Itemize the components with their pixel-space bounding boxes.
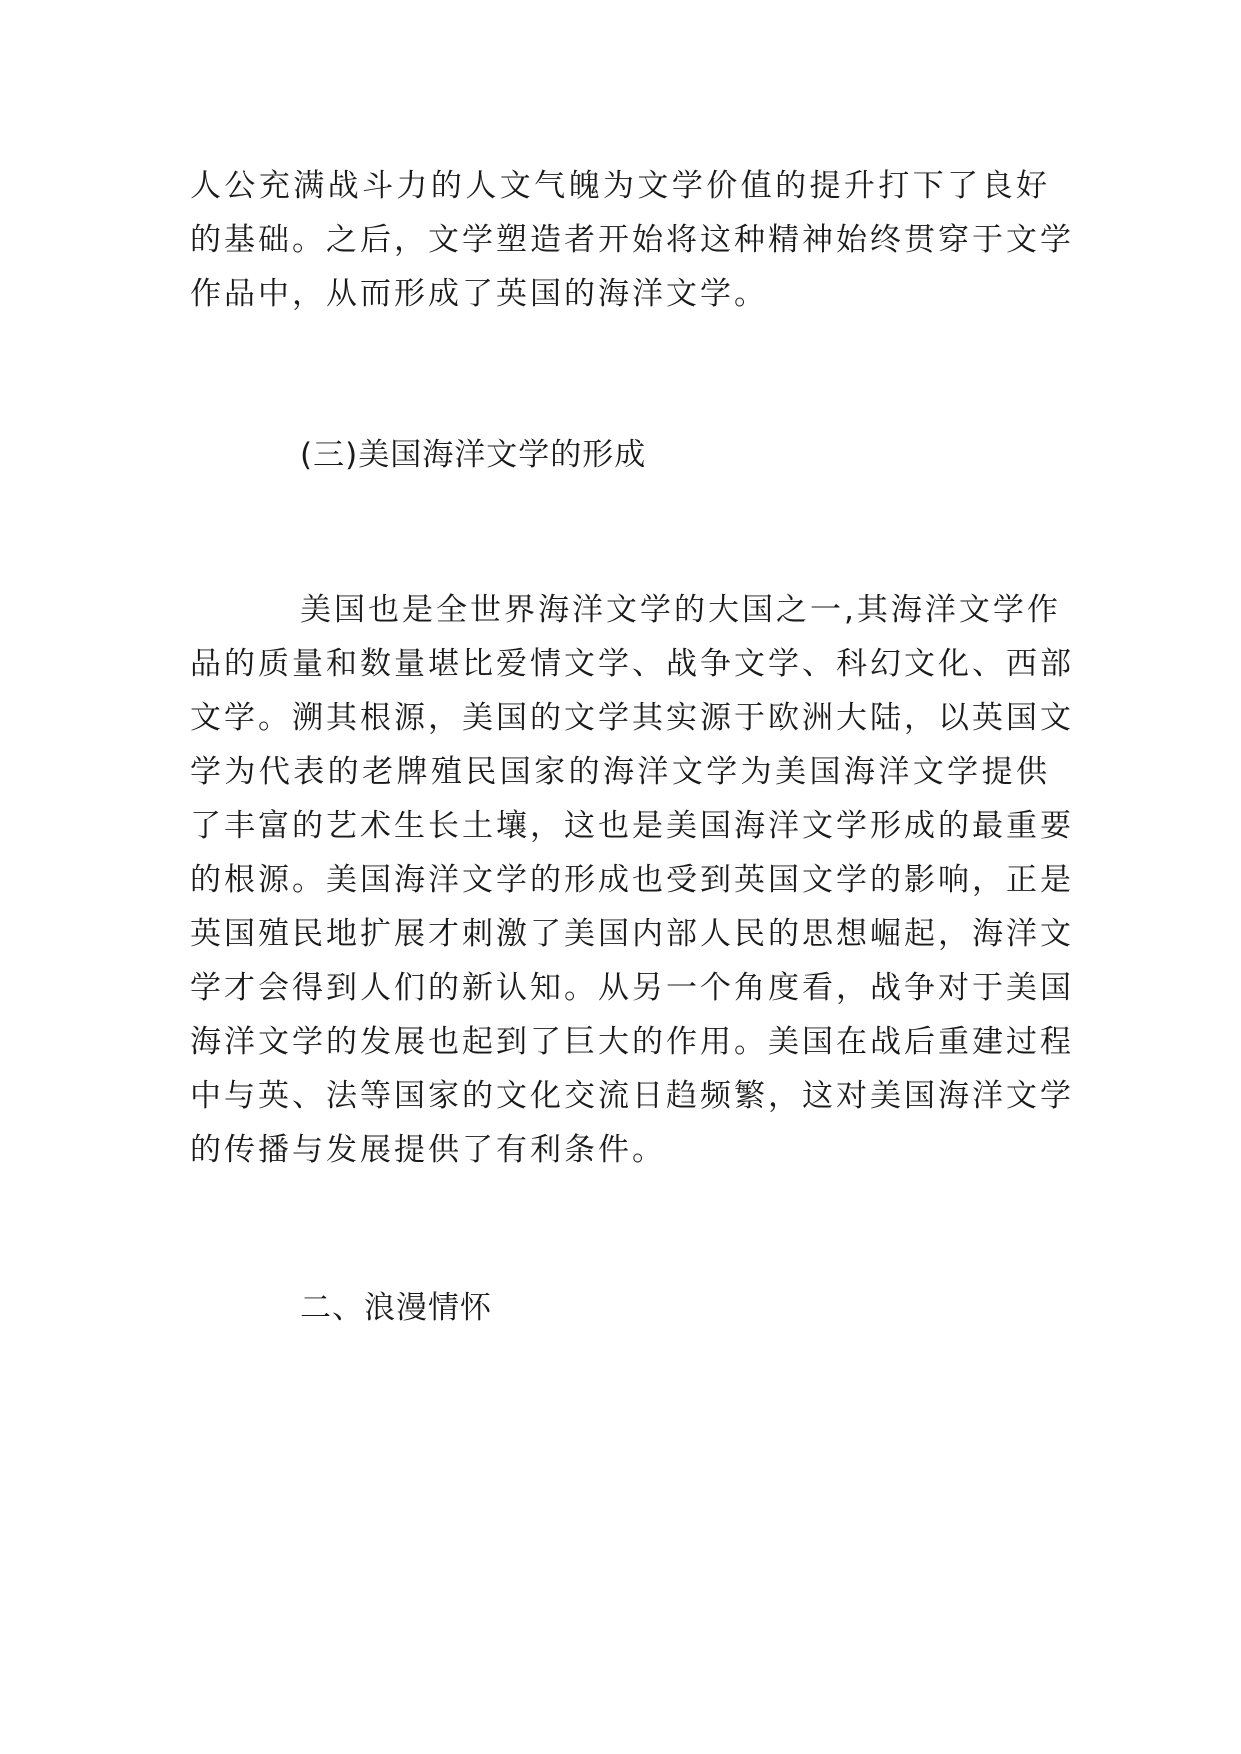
paragraph-line: 的根源。美国海洋文学的形成也受到英国文学的影响，正是	[190, 862, 1074, 898]
section-heading-3: (三)美国海洋文学的形成	[300, 437, 647, 473]
paragraph-line: 美国也是全世界海洋文学的大国之一,其海洋文学作	[300, 592, 1061, 628]
paragraph-line: 人公充满战斗力的人文气魄为文学价值的提升打下了良好	[190, 168, 1050, 204]
paragraph-line: 中与英、法等国家的文化交流日趋频繁，这对美国海洋文学	[190, 1078, 1074, 1114]
paragraph-line: 英国殖民地扩展才刺激了美国内部人民的思想崛起，海洋文	[190, 916, 1074, 952]
paragraph-line: 海洋文学的发展也起到了巨大的作用。美国在战后重建过程	[190, 1024, 1074, 1060]
section-heading-2: 二、浪漫情怀	[300, 1290, 492, 1326]
paragraph-line: 文学。溯其根源，美国的文学其实源于欧洲大陆，以英国文	[190, 700, 1074, 736]
paragraph-line: 的传播与发展提供了有利条件。	[190, 1132, 666, 1168]
paragraph-line: 学为代表的老牌殖民国家的海洋文学为美国海洋文学提供	[190, 754, 1050, 790]
paragraph-line: 学才会得到人们的新认知。从另一个角度看，战争对于美国	[190, 970, 1074, 1006]
paragraph-line: 作品中，从而形成了英国的海洋文学。	[190, 276, 768, 312]
paragraph-line: 的基础。之后，文学塑造者开始将这种精神始终贯穿于文学	[190, 222, 1074, 258]
paragraph-line: 品的质量和数量堪比爱情文学、战争文学、科幻文化、西部	[190, 646, 1074, 682]
paragraph-line: 了丰富的艺术生长土壤，这也是美国海洋文学形成的最重要	[190, 808, 1074, 844]
